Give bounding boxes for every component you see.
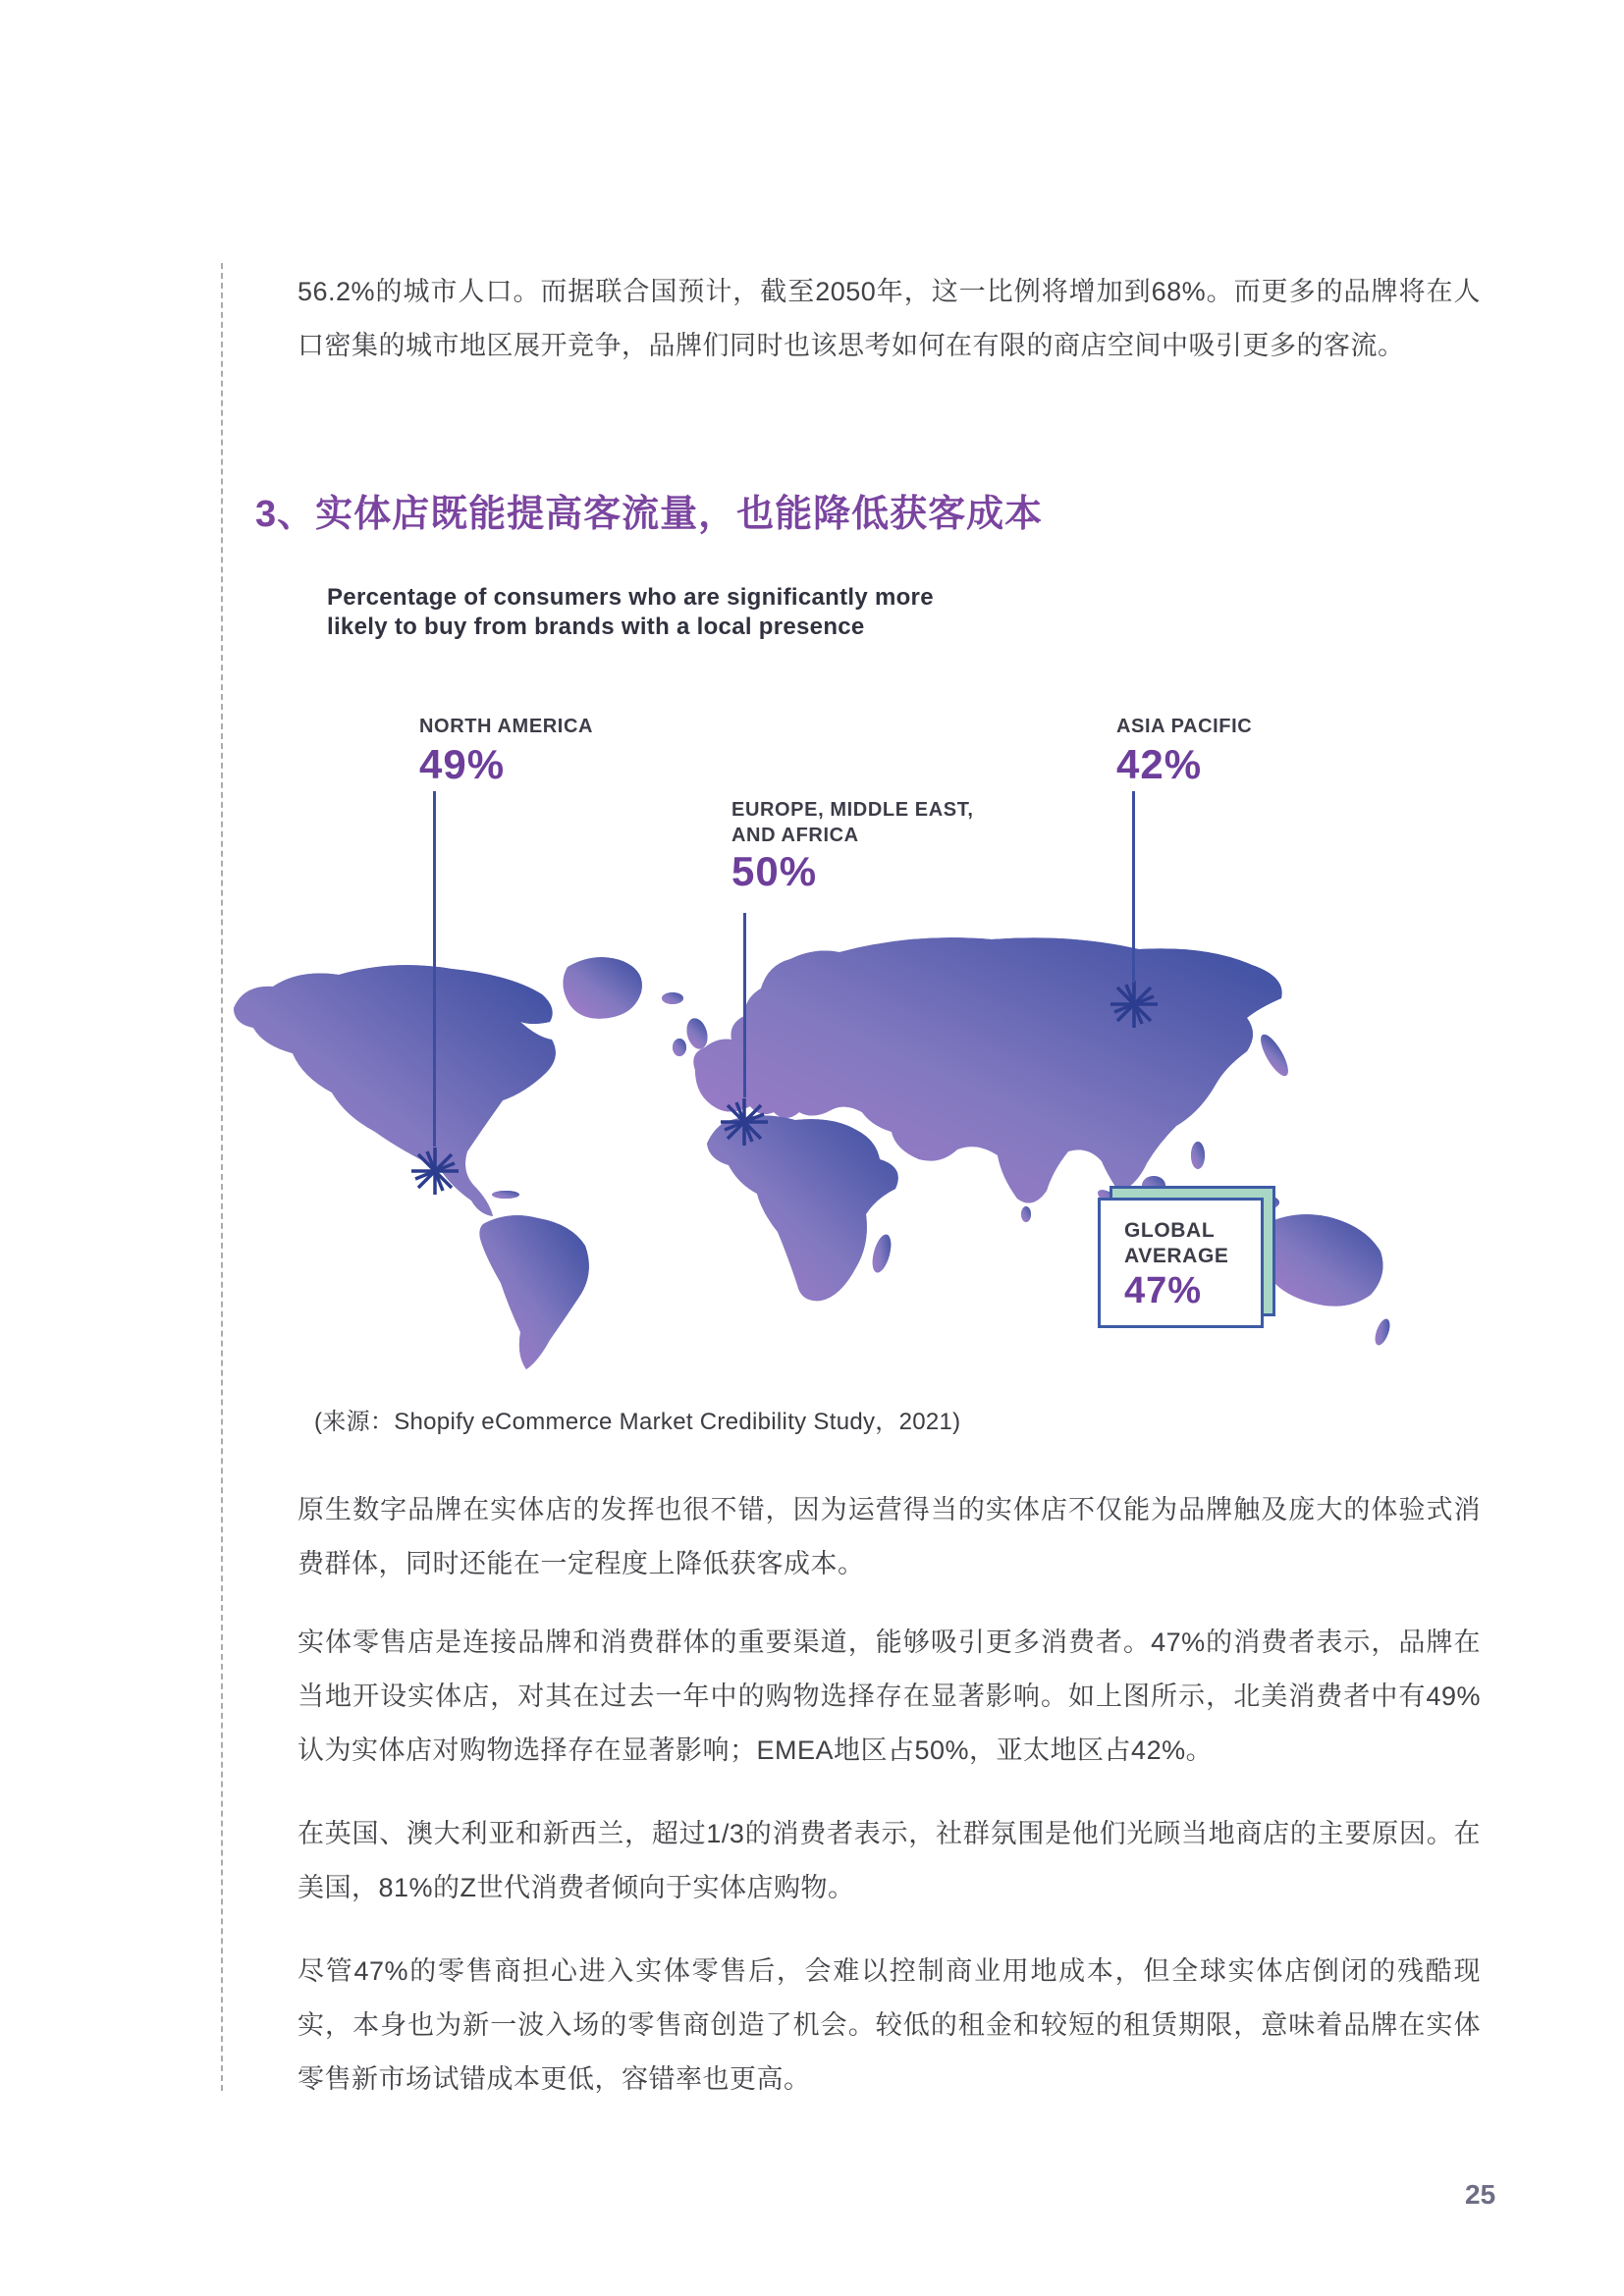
body-paragraph-1: 原生数字品牌在实体店的发挥也很不错，因为运营得当的实体店不仅能为品牌触及庞大的体验式消费群体，同时还能在一定程度上降低获客成本。 (298, 1495, 1481, 1578)
asia-pacific-starburst-icon (1110, 981, 1158, 1028)
north-america-label: NORTH AMERICA (419, 716, 594, 737)
north-america-connector-line (433, 791, 436, 1147)
north-america-starburst-icon (411, 1148, 459, 1195)
asia-pacific-label: ASIA PACIFIC (1116, 716, 1253, 737)
emea-label (731, 797, 973, 848)
emea-starburst-icon (721, 1098, 768, 1146)
asia-pacific-value: 42% (1116, 741, 1203, 787)
body-paragraph-3: 在英国、澳大利亚和新西兰，超过1/3的消费者表示，社群氛围是他们光顾当地商店的主要原因。在美国，81%的Z世代消费者倾向于实体店购物。 (298, 1819, 1481, 1902)
left-dashed-divider (221, 263, 223, 2091)
chart-source-note: (来源：Shopify eCommerce Market Credibility Study，2021) (314, 1409, 961, 1435)
asia-pacific-connector-line (1132, 791, 1135, 983)
north-america-value: 49% (419, 741, 506, 787)
emea-connector-line (743, 913, 746, 1097)
global-average-label-line-1: GLOBAL (1124, 1219, 1216, 1242)
emea-value: 50% (731, 848, 818, 894)
body-paragraph-4: 尽管47%的零售商担心进入实体零售后，会难以控制商业用地成本，但全球实体店倒闭的残酷现实，本身也为新一波入场的零售商创造了机会。较低的租金和较短的租赁期限，意味着品牌在实体零售新市场试错成本更低，容错率也更高。 (298, 1956, 1481, 2094)
global-average-label-line-2: AVERAGE (1124, 1245, 1229, 1267)
global-average-value: 47% (1124, 1270, 1203, 1311)
intro-paragraph: 56.2%的城市人口。而据联合国预计，截至2050年，这一比例将增加到68%。而更多的品牌将在人口密集的城市地区展开竞争，品牌们同时也该思考如何在有限的商店空间中吸引更多的客流。 (298, 277, 1481, 360)
section-heading: 3、实体店既能提高客流量，也能降低获客成本 (255, 494, 1044, 535)
emea-label-line-2: AND AFRICA (731, 825, 859, 846)
chart-title-line-2: likely to buy from brands with a local presence (327, 614, 865, 640)
global-average-box (1098, 1198, 1264, 1328)
chart-title-line-1: Percentage of consumers who are significantly more (327, 584, 934, 611)
page-number: 25 (1465, 2179, 1496, 2210)
emea-label-line-1: EUROPE, MIDDLE EAST, (731, 799, 974, 821)
chart-title (327, 583, 1211, 642)
body-paragraph-2: 实体零售店是连接品牌和消费群体的重要渠道，能够吸引更多消费者。47%的消费者表示，品牌在当地开设实体店，对其在过去一年中的购物选择存在显著影响。如上图所示，北美消费者中有49%认为实体店对购物选择存在显著影响；EMEA地区占50%，亚太地区占42%。 (298, 1628, 1481, 1765)
